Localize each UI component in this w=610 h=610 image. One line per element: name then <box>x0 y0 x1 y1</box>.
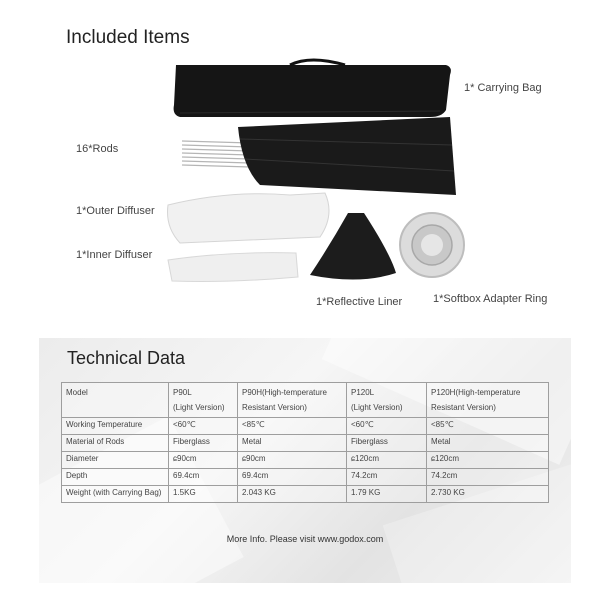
model-note: (Light Version) <box>173 403 225 412</box>
table-cell: ɕ120cm <box>427 452 549 469</box>
table-cell <box>169 383 238 418</box>
model-name: P90L <box>173 388 192 397</box>
table-cell: Fiberglass <box>347 435 427 452</box>
row-label: Material of Rods <box>62 435 169 452</box>
carrying-bag-label: 1* Carrying Bag <box>464 82 542 94</box>
table-cell: 74.2cm <box>427 469 549 486</box>
table-cell: Model <box>62 383 169 418</box>
table-row <box>62 452 549 469</box>
table-cell: 1.5KG <box>169 486 238 503</box>
inner-diffuser-label: 1*Inner Diffuser <box>76 249 153 261</box>
row-label: Weight (with Carrying Bag) <box>62 486 169 503</box>
product-photo <box>150 55 470 295</box>
table-row <box>62 418 549 435</box>
reflective-liner-label: 1*Reflective Liner <box>316 296 403 308</box>
table-cell: 69.4cm <box>238 469 347 486</box>
table-cell: 74.2cm <box>347 469 427 486</box>
model-name: P90H(High-temperature <box>242 388 327 397</box>
adapter-ring-image <box>400 213 464 277</box>
outer-diffuser-label: 1*Outer Diffuser <box>76 205 155 217</box>
table-cell: Metal <box>427 435 549 452</box>
row-label: Working Temperature <box>62 418 169 435</box>
rods-image <box>182 141 250 167</box>
table-cell <box>347 383 427 418</box>
table-row <box>62 486 549 503</box>
technical-data-panel <box>39 338 571 583</box>
table-cell: ɕ90cm <box>238 452 347 469</box>
table-cell <box>238 383 347 418</box>
rods-label: 16*Rods <box>76 143 119 155</box>
model-note: Resistant Version) <box>242 403 307 412</box>
table-header-row <box>62 383 549 418</box>
table-cell <box>427 383 549 418</box>
table-cell: <60℃ <box>169 418 238 435</box>
table-cell: ɕ120cm <box>347 452 427 469</box>
table-cell: ɕ90cm <box>169 452 238 469</box>
table-row <box>62 435 549 452</box>
model-note: (Light Version) <box>351 403 403 412</box>
table-row <box>62 469 549 486</box>
row-label: Diameter <box>62 452 169 469</box>
carrying-bag-image <box>174 60 451 117</box>
table-cell: 69.4cm <box>169 469 238 486</box>
table-cell: 2.730 KG <box>427 486 549 503</box>
included-items-title: Included Items <box>66 27 190 48</box>
table-cell: Metal <box>238 435 347 452</box>
table-cell: <60℃ <box>347 418 427 435</box>
adapter-ring-label: 1*Softbox Adapter Ring <box>433 293 548 305</box>
footer-info: More Info. Please visit www.godox.com <box>226 534 384 544</box>
technical-data-title: Technical Data <box>67 348 186 368</box>
model-name: P120L <box>351 388 375 397</box>
outer-diffuser-image <box>168 193 330 243</box>
row-label: Depth <box>62 469 169 486</box>
spec-table <box>61 382 549 503</box>
table-cell: <85℃ <box>427 418 549 435</box>
table-cell: <85℃ <box>238 418 347 435</box>
table-cell: 2.043 KG <box>238 486 347 503</box>
softbox-body-image <box>238 117 456 195</box>
model-note: Resistant Version) <box>431 403 496 412</box>
inner-diffuser-image <box>168 253 298 282</box>
table-cell: 1.79 KG <box>347 486 427 503</box>
model-name: P120H(High-temperature <box>431 388 521 397</box>
table-cell: Fiberglass <box>169 435 238 452</box>
